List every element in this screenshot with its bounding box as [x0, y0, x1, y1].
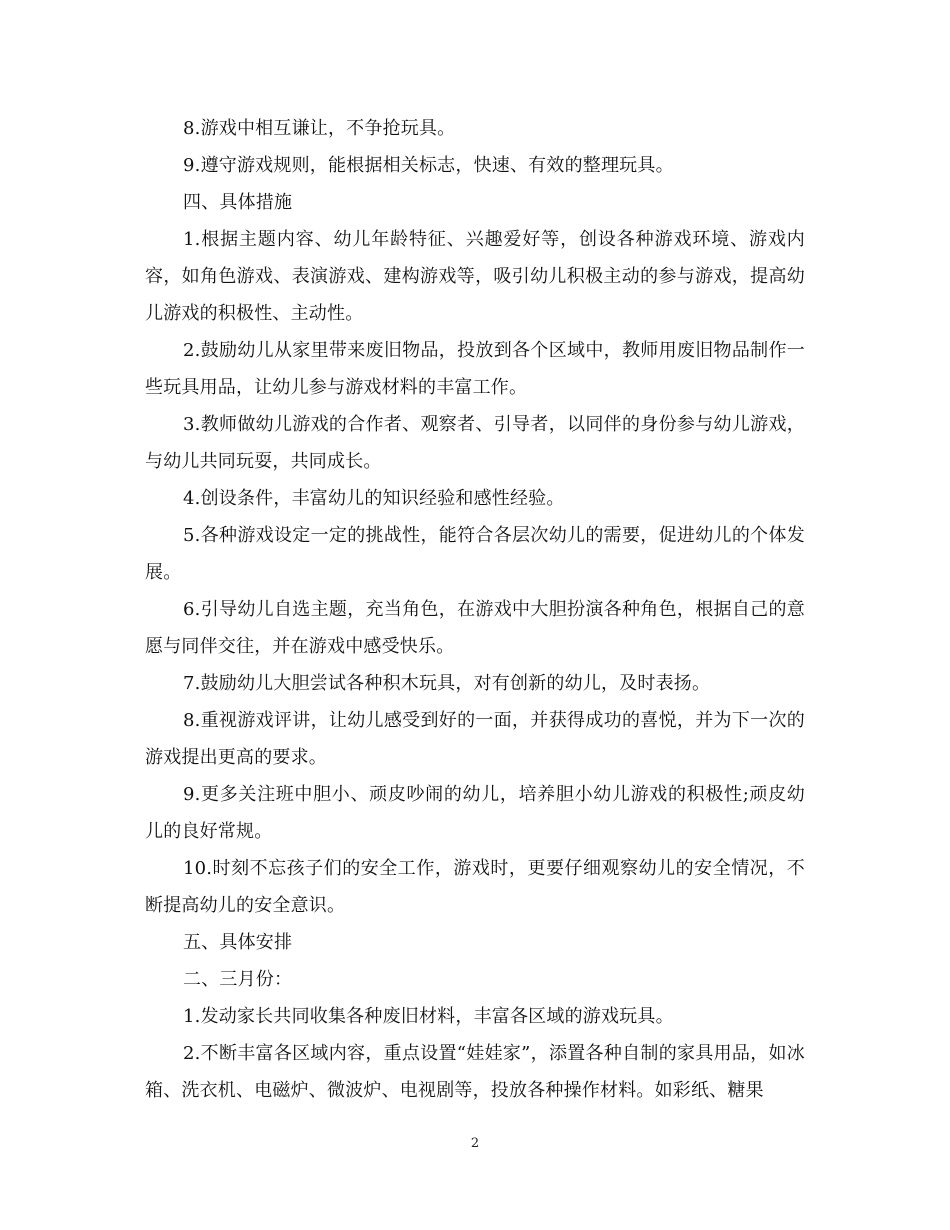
measure-3: 3.教师做幼儿游戏的合作者、观察者、引导者，以同伴的身份参与幼儿游戏，与幼儿共同玩耍，共同成长。: [145, 414, 805, 472]
measure-6: 6.引导幼儿自选主题，充当角色，在游戏中大胆扮演各种角色，根据自己的意愿与同伴交往，并在游戏中感受快乐。: [145, 599, 805, 657]
measure-9: 9.更多关注班中胆小、顽皮吵闹的幼儿，培养胆小幼儿游戏的积极性;顽皮幼儿的良好常规。: [145, 784, 805, 842]
measure-4: 4.创设条件，丰富幼儿的知识经验和感性经验。: [183, 488, 565, 509]
measure-7: 7.鼓励幼儿大胆尝试各种积木玩具，对有创新的幼儿，及时表扬。: [183, 673, 711, 694]
month-heading: 二、三月份：: [183, 969, 293, 990]
page-number: 2: [470, 1136, 480, 1151]
schedule-item-2: 2.不断丰富各区域内容，重点设置“娃娃家”，添置各种自制的家具用品，如冰箱、洗衣机、电磁炉、微波炉、电视剧等，投放各种操作材料。如彩纸、糖果: [145, 1043, 805, 1101]
paragraph-item-9: 9.遵守游戏规则，能根据相关标志，快速、有效的整理玩具。: [183, 155, 674, 176]
document-body: [145, 110, 805, 1109]
schedule-item-1: 1.发动家长共同收集各种废旧材料，丰富各区域的游戏玩具。: [183, 1006, 674, 1027]
measure-2: 2.鼓励幼儿从家里带来废旧物品，投放到各个区域中，教师用废旧物品制作一些玩具用品，让幼儿参与游戏材料的丰富工作。: [145, 340, 805, 398]
measure-1: 1.根据主题内容、幼儿年龄特征、兴趣爱好等，创设各种游戏环境、游戏内容，如角色游戏、表演游戏、建构游戏等，吸引幼儿积极主动的参与游戏，提高幼儿游戏的积极性、主动性。: [145, 229, 805, 324]
section-heading-schedule: 五、具体安排: [183, 932, 293, 953]
measure-8: 8.重视游戏评讲，让幼儿感受到好的一面，并获得成功的喜悦，并为下一次的游戏提出更高的要求。: [145, 710, 805, 768]
measure-10: 10.时刻不忘孩子们的安全工作，游戏时，更要仔细观察幼儿的安全情况，不断提高幼儿的安全意识。: [145, 858, 805, 916]
paragraph-item-8: 8.游戏中相互谦让，不争抢玩具。: [183, 118, 456, 139]
section-heading-measures: 四、具体措施: [183, 192, 293, 213]
measure-5: 5.各种游戏设定一定的挑战性，能符合各层次幼儿的需要，促进幼儿的个体发展。: [145, 525, 805, 583]
